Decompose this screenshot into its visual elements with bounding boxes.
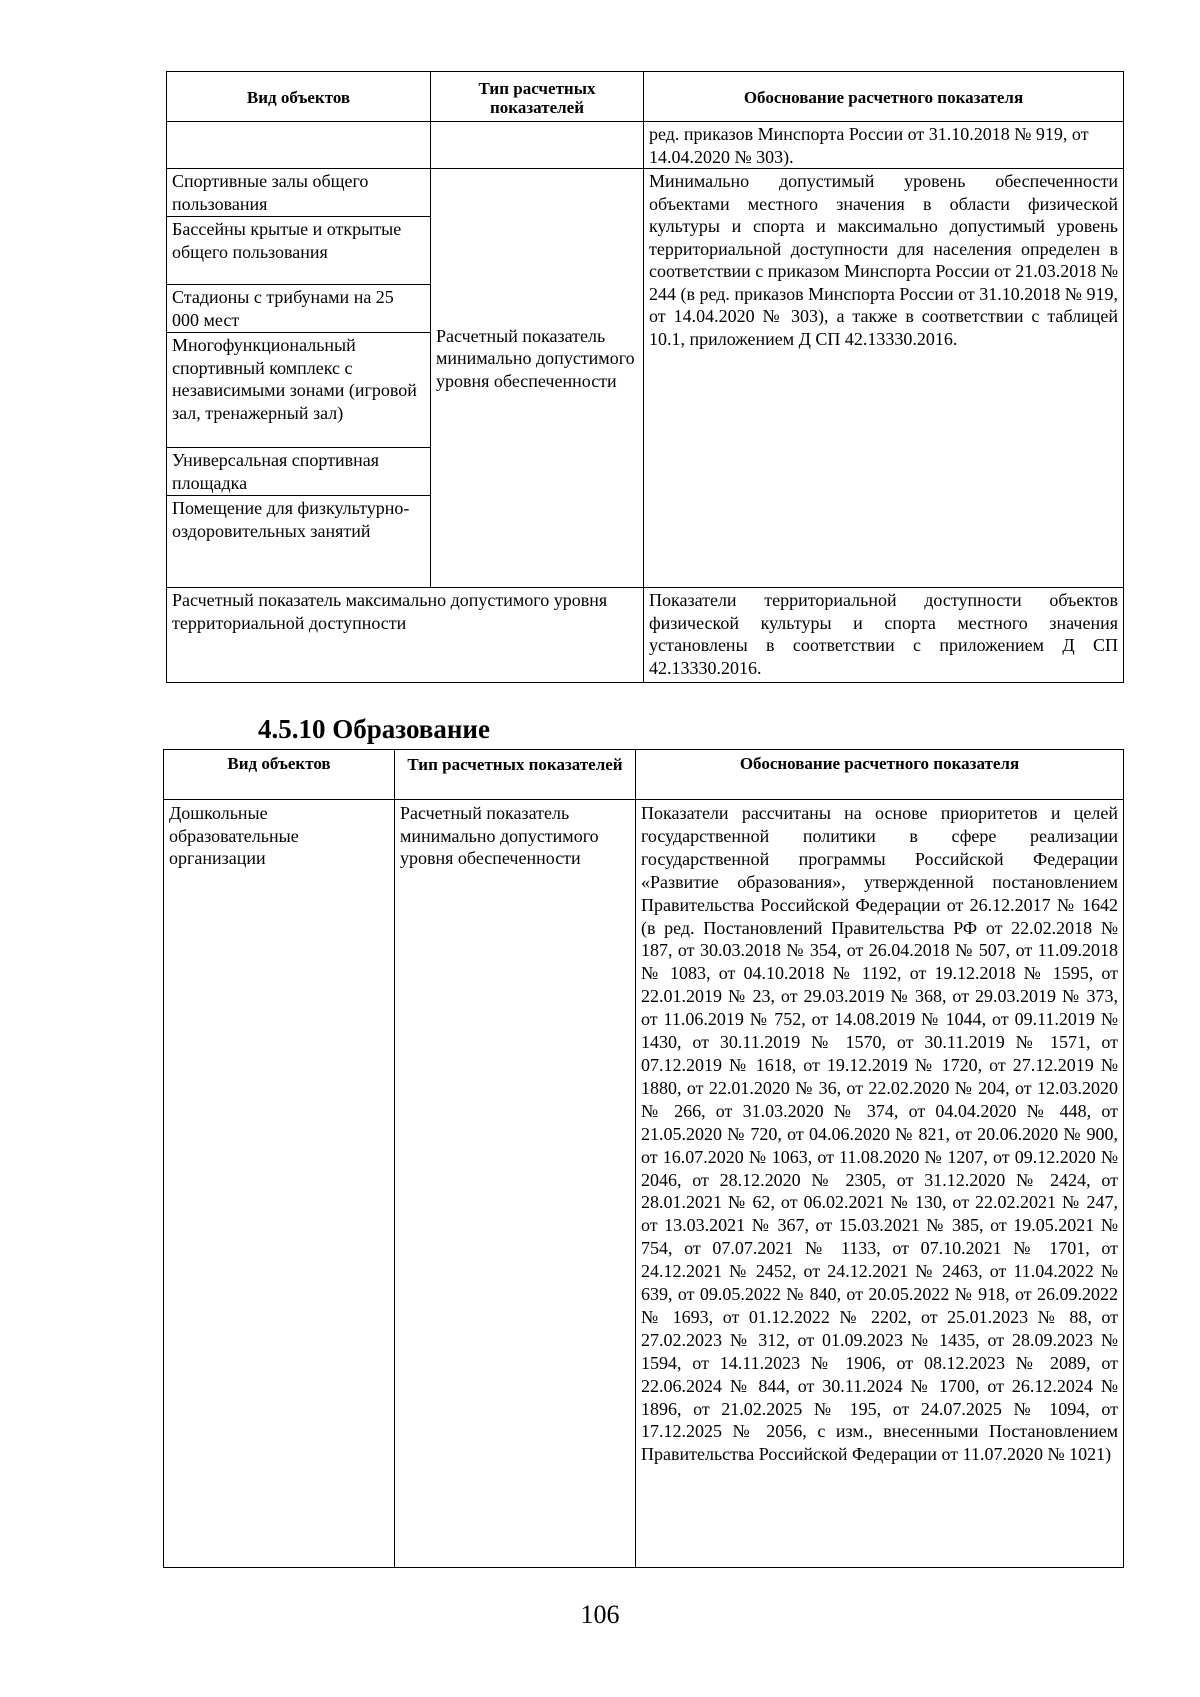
- object-cell: Дошкольные образовательные организации: [164, 800, 395, 1568]
- page-number: 106: [580, 1600, 620, 1629]
- education-standards-table: [163, 749, 1124, 1568]
- indicator-type-text: Расчетный показатель минимально допустимого уровня обеспеченности: [436, 325, 635, 391]
- section-title: 4.5.10 Образование: [258, 714, 490, 744]
- access-indicator-cell: Расчетный показатель максимально допустимого уровня территориальной доступности: [167, 588, 644, 683]
- table-row: [167, 169, 1124, 217]
- empty-cell: [167, 122, 431, 169]
- table-header-row: [164, 750, 1124, 800]
- empty-cell: [431, 122, 644, 169]
- table-row: [167, 122, 1124, 169]
- object-cell: Спортивные залы общего пользования: [167, 169, 431, 217]
- column-header-indicator-type: Тип расчетных показателей: [431, 72, 644, 122]
- justification-cell: Показатели рассчитаны на основе приоритетов и целей государственной политики в сфере реализации государственной программы Российской Федерации «Развитие образования», утвержденной постановлением Правительства Российской Федерации от 26.12.2017 № 1642 (в ред. Постановлений Правительства РФ от 22.02.2018 № 187, от 30.03.2018 № 354, от 26.04.2018 № 507, от 11.09.2018 № 1083, от 04.10.2018 № 1192, от 19.12.2018 № 1595, от 22.01.2019 № 23, от 29.03.2019 № 368, от 29.03.2019 № 373, от 11.06.2019 № 752, от 14.08.2019 № 1044, от 09.11.2019 № 1430, от 30.11.2019 № 1570, от 30.11.2019 № 1571, от 07.12.2019 № 1618, от 19.12.2019 № 1720, от 27.12.2019 № 1880, от 22.01.2020 № 36, от 22.02.2020 № 204, от 12.03.2020 № 266, от 31.03.2020 № 374, от 04.04.2020 № 448, от 21.05.2020 № 720, от 04.06.2020 № 821, от 20.06.2020 № 900, от 16.07.2020 № 1063, от 11.08.2020 № 1207, от 09.12.2020 № 2046, от 28.12.2020 № 2305, от 31.12.2020 № 2424, от 28.01.2021 № 62, от 06.02.2021 № 130, от 22.02.2021 № 247, от 13.03.2021 № 367, от 15.03.2021 № 385, от 19.05.2021 № 754, от 07.07.2021 № 1133, от 07.10.2021 № 1701, от 24.12.2021 № 2452, от 24.12.2021 № 2463, от 11.04.2022 № 639, от 09.05.2022 № 840, от 20.05.2022 № 918, от 26.09.2022 № 1693, от 01.12.2022 № 2202, от 25.01.2023 № 88, от 27.02.2023 № 312, от 01.09.2023 № 1435, от 28.09.2023 № 1594, от 14.11.2023 № 1906, от 08.12.2023 № 2089, от 22.06.2024 № 844, от 30.11.2024 № 1700, от 26.12.2024 № 1896, от 21.02.2025 № 195, от 24.07.2025 № 1094, от 17.12.2025 № 2056, с изм., внесенными Постановлением Правительства Российской Федерации от 11.07.2020 № 1021): [636, 800, 1124, 1568]
- table-row: [167, 588, 1124, 683]
- table-row: [164, 800, 1124, 1568]
- object-cell: Стадионы с трибунами на 25 000 мест: [167, 285, 431, 333]
- object-cell: Многофункциональный спортивный комплекс с независимыми зонами (игровой зал, тренажерный зал): [167, 333, 431, 448]
- column-header-justification: Обоснование расчетного показателя: [636, 750, 1124, 800]
- justification-cell: Минимально допустимый уровень обеспеченности объектами местного значения в области физической культуры и спорта и максимально допустимый уровень территориальной доступности для населения определен в соответствии с приказом Минспорта России от 21.03.2018 № 244 (в ред. приказов Минспорта России от 31.10.2018 № 919, от 14.04.2020 № 303), а также в соответствии с таблицей 10.1, приложением Д СП 42.13330.2016.: [644, 169, 1124, 588]
- column-header-indicator-type: Тип расчетных показателей: [395, 750, 636, 800]
- column-header-justification: Обоснование расчетного показателя: [644, 72, 1124, 122]
- table-header-row: [167, 72, 1124, 122]
- access-justification-cell: Показатели территориальной доступности объектов физической культуры и спорта местного значения установлены в соответствии с приложением Д СП 42.13330.2016.: [644, 588, 1124, 683]
- indicator-type-cell: [431, 169, 644, 588]
- object-cell: Бассейны крытые и открытые общего пользования: [167, 217, 431, 285]
- continuation-cell: ред. приказов Минспорта России от 31.10.2018 № 919, от 14.04.2020 № 303).: [644, 122, 1124, 169]
- object-cell: Универсальная спортивная площадка: [167, 448, 431, 496]
- column-header-object-type: Вид объектов: [167, 72, 431, 122]
- object-cell: Помещение для физкультурно-оздоровительных занятий: [167, 496, 431, 588]
- column-header-object-type: Вид объектов: [164, 750, 395, 800]
- indicator-type-cell: Расчетный показатель минимально допустимого уровня обеспеченности: [395, 800, 636, 1568]
- sports-standards-table: [166, 71, 1124, 683]
